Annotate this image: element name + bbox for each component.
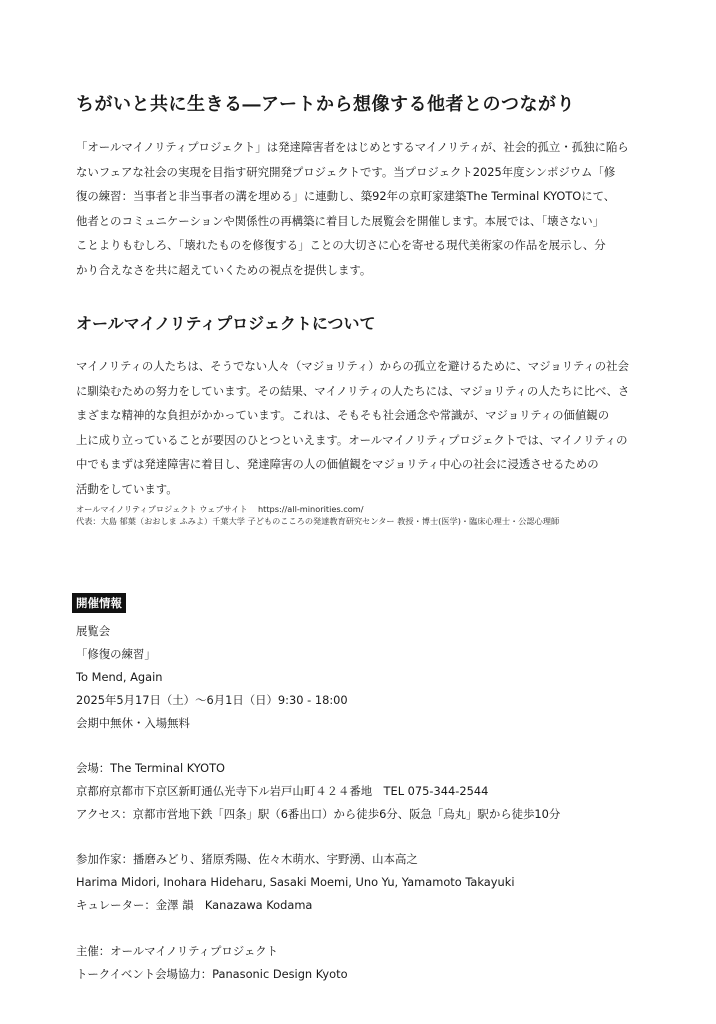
info-line: 2025年5月17日（土）～6月1日（日）9:30 - 18:00 xyxy=(76,693,348,707)
organizer-line: 主催：オールマイノリティプロジェクト xyxy=(76,944,279,958)
intro-line: ないフェアな社会の実現を目指す研究開発プロジェクトです。当プロジェクト2025年度シンポジウム「修 xyxy=(76,164,616,179)
about-line: に馴染むための努力をしています。その結果、マイノリティの人たちには、マジョリティの人たちに比べ、さ xyxy=(76,383,630,398)
page-title: ちがいと共に生きる―アートから想像する他者とのつながり xyxy=(76,94,575,115)
artist-line: Harima Midori, Inohara Hideharu, Sasaki Moemi, Uno Yu, Yamamoto Takayuki xyxy=(76,875,515,889)
intro-line: 「オールマイノリティプロジェクト」は発達障害者をはじめとするマイノリティが、社会的孤立・孤独に陥ら xyxy=(76,140,629,154)
about-line: マイノリティの人たちは、そうでない人々（マジョリティ）からの孤立を避けるために、マジョリティの社会 xyxy=(76,359,629,373)
venue-line: アクセス：京都市営地下鉄「四条」駅（6番出口）から徒歩6分、阪急「烏丸」駅から徒歩10分 xyxy=(76,807,561,821)
organizer-info xyxy=(76,940,676,986)
intro-line: 復の練習：当事者と非当事者の溝を埋める」に連動し、築92年の京町家建築The Terminal KYOTOにて、 xyxy=(76,189,616,203)
about-line: 上に成り立っていることが要因のひとつといえます。オールマイノリティプロジェクトでは、マイノリティの xyxy=(76,432,628,447)
website-link[interactable]: https://all-minorities.com/ xyxy=(257,504,364,514)
artist-info xyxy=(76,848,676,917)
about-line: まざまな精神的な負担がかかっています。これは、そもそも社会通念や常識が、マジョリティの価値観の xyxy=(76,408,610,422)
exhibition-info xyxy=(76,620,676,735)
about-heading: オールマイノリティプロジェクトについて xyxy=(76,314,376,333)
about-paragraph xyxy=(76,354,642,501)
info-line: To Mend, Again xyxy=(76,670,163,684)
venue-info xyxy=(76,757,676,826)
venue-line: 会場：The Terminal KYOTO xyxy=(76,761,226,775)
intro-line: ことよりもむしろ、「壊れたものを修復する」ことの大切さに心を寄せる現代美術家の作品を展示し、分 xyxy=(76,238,606,252)
info-line: 会期中無休・入場無料 xyxy=(76,716,190,730)
website-label: オールマイノリティプロジェクト ウェブサイト xyxy=(76,504,248,514)
artist-line: 参加作家：播磨みどり、猪原秀陽、佐々木萌水、宇野湧、山本高之 xyxy=(76,852,418,866)
info-line: 「修復の練習」 xyxy=(76,647,156,661)
about-line: 活動をしています。 xyxy=(76,481,178,496)
intro-line: 他者とのコミュニケーションや関係性の再構築に着目した展覧会を開催します。本展では、「壊さない」 xyxy=(76,213,605,228)
organizer-line: トークイベント会場協力：Panasonic Design Kyoto xyxy=(76,967,348,981)
artist-line: キュレーター：金澤 韻 Kanazawa Kodama xyxy=(76,898,313,912)
about-line: 中でもまずは発達障害に着目し、発達障害の人の価値観をマジョリティ中心の社会に浸透させるための xyxy=(76,457,599,471)
venue-line: 京都府京都市下京区新町通仏光寺下ル岩戸山町４２４番地 TEL 075-344-2544 xyxy=(76,784,489,798)
representative-note: 代表：大島 郁葉（おおしま ふみよ）千葉大学 子どものこころの発達教育研究センター 教授・博士(医学)・臨床心理士・公認心理師 xyxy=(76,516,560,526)
info-line: 展覧会 xyxy=(76,624,111,638)
intro-line: かり合えなさを共に超えていくための視点を提供します。 xyxy=(76,262,372,277)
info-badge: 開催情報 xyxy=(72,593,126,613)
intro-paragraph xyxy=(76,135,642,282)
